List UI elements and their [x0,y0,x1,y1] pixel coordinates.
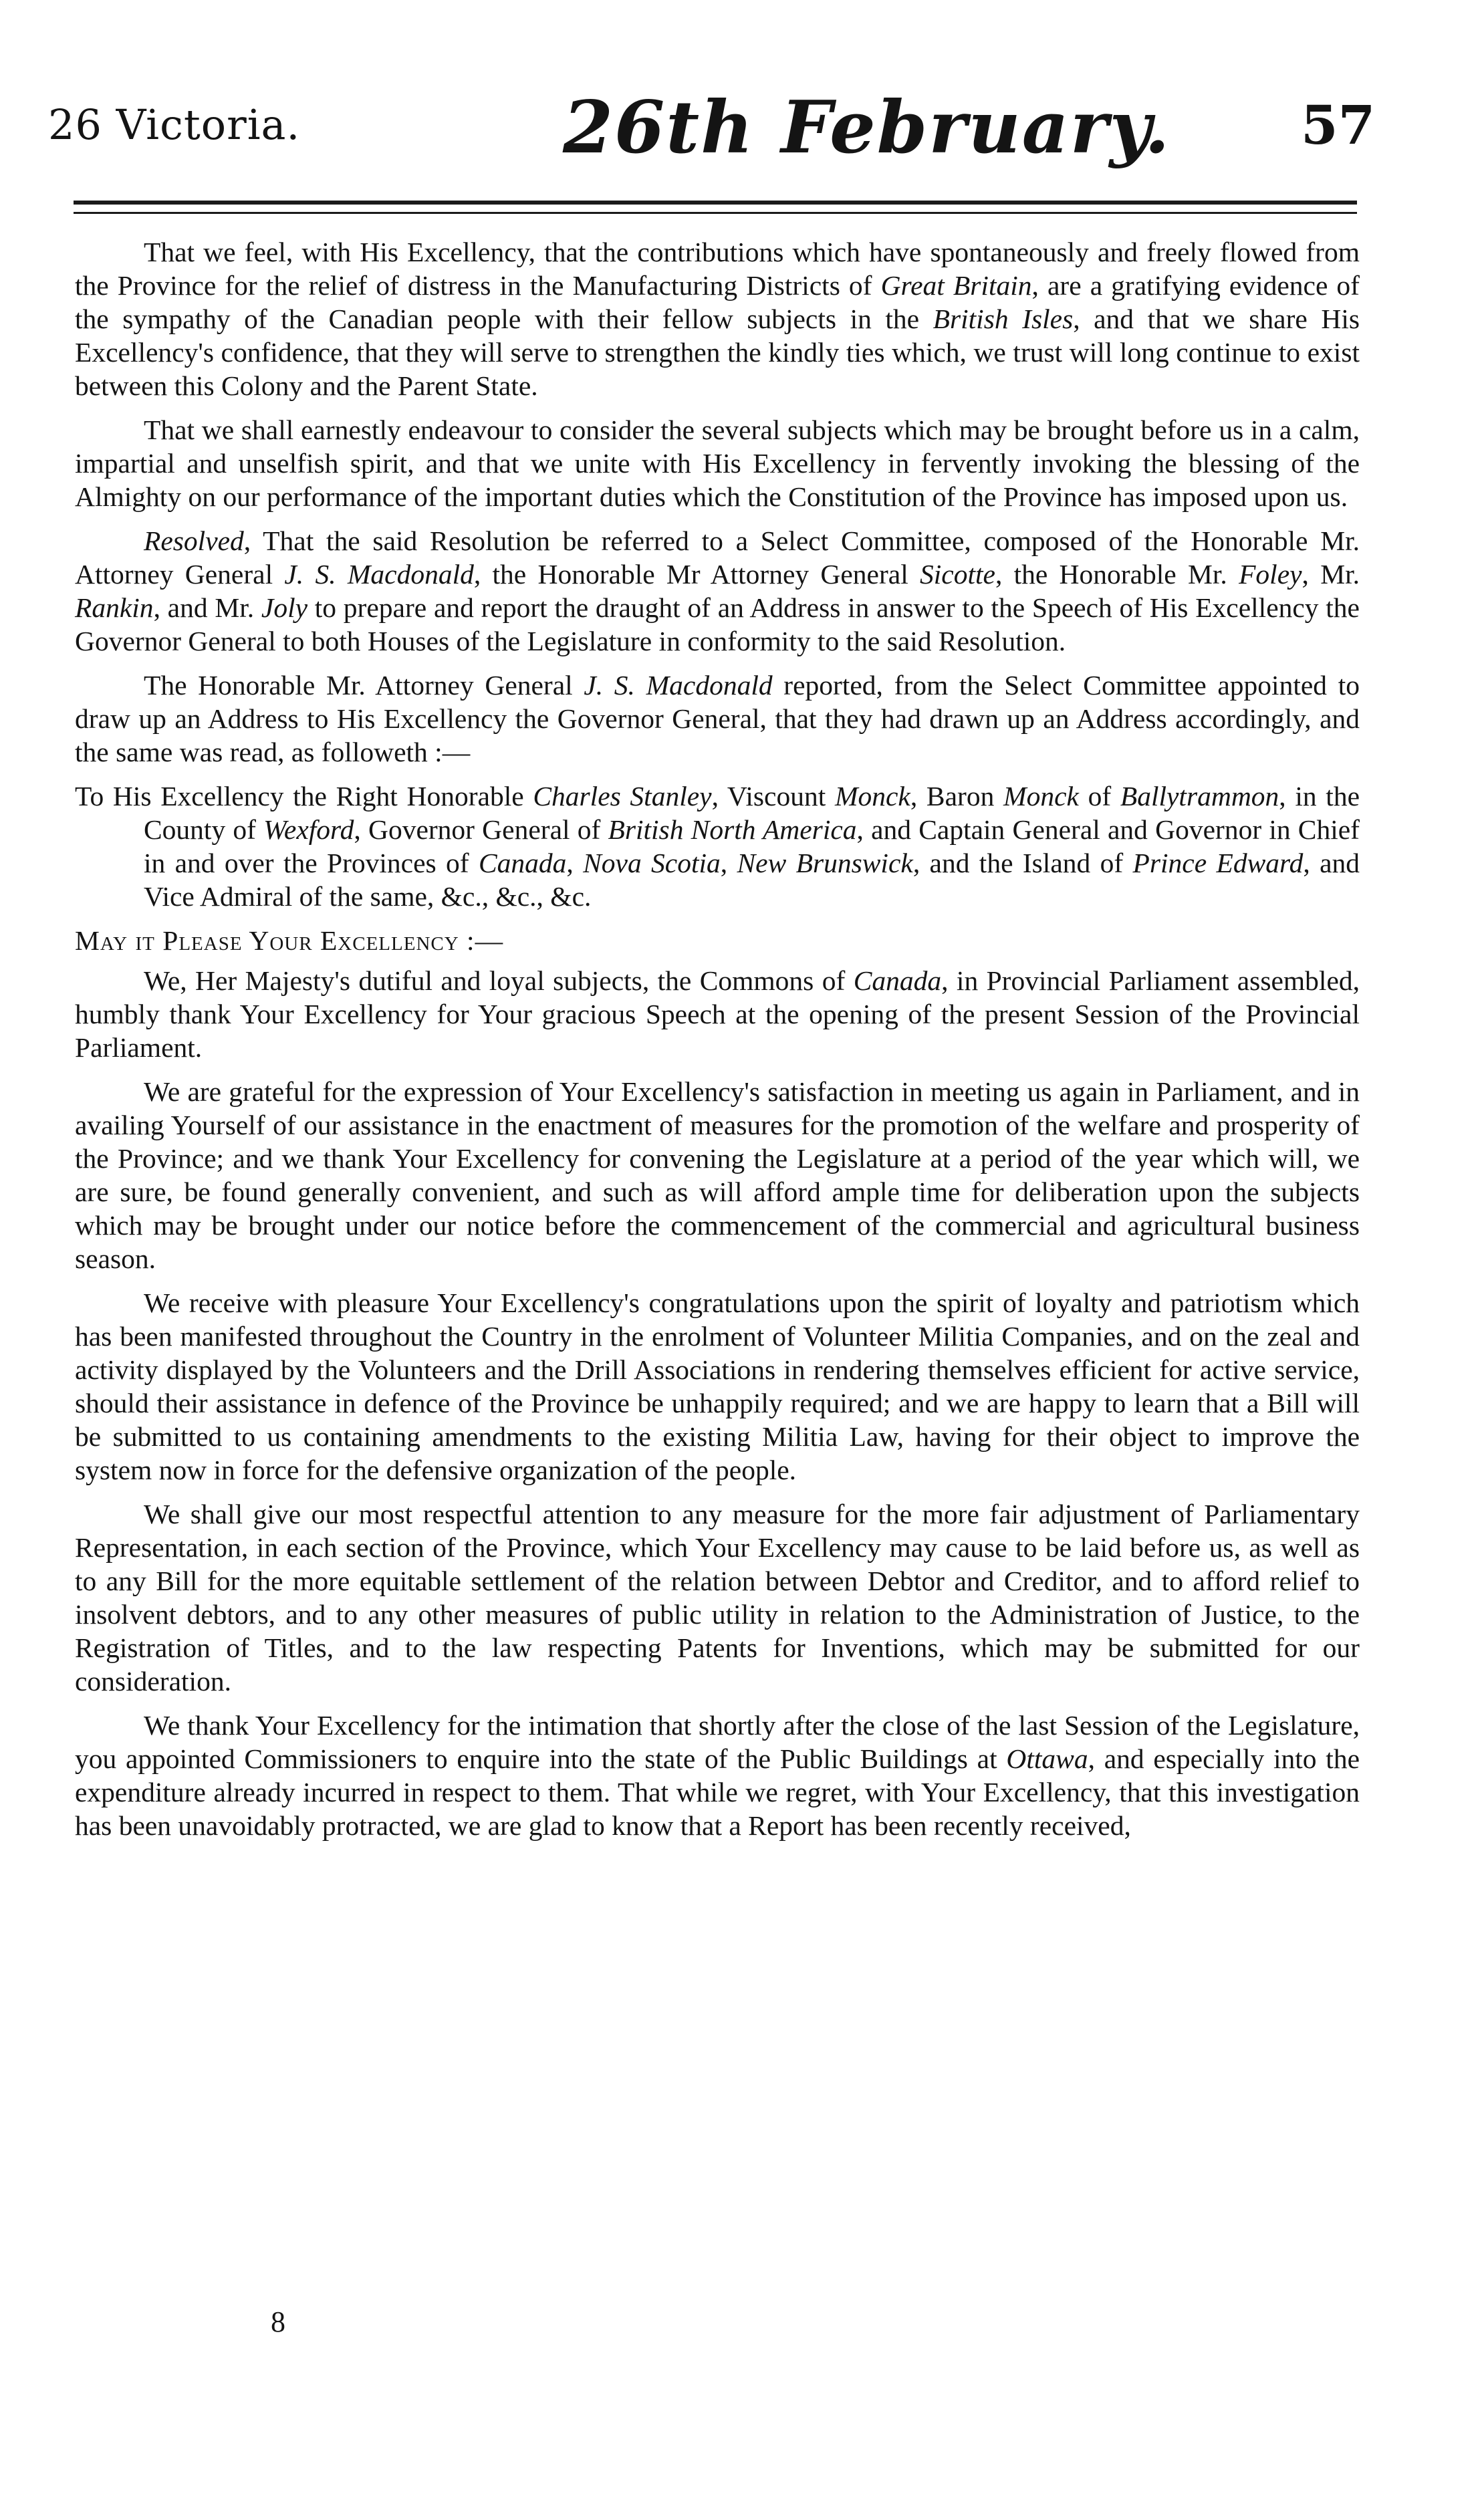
paragraph-commons: We, Her Majesty's dutiful and loyal subjects, the Commons of Canada, in Provincial Parliament assembled, humbly thank Your Excellency for Your gracious Speech at the opening of the present Session of the Provincial Parliament. [75,965,1360,1063]
paragraph-resolved: Resolved, That the said Resolution be referred to a Select Committee, composed of the Honorable Mr. Attorney General J. S. Macdonald, the Honorable Mr Attorney General Sicotte, the Honorable Mr. Foley, Mr. Rankin, and Mr. Joly to prepare and report the draught of an Address in answer to the Speech of His Excellency the Governor General to both Houses of the Legislature in conformity to the said Resolution. [75,525,1360,656]
paragraph-public-buildings: We thank Your Excellency for the intimation that shortly after the close of the last Session of the Legislature, you appointed Commissioners to enquire into the state of the Public Buildings at Ottawa, and especially into the expenditure already incurred in respect to them. That while we regret, with Your Excellency, that this investigation has been unavoidably protracted, we are glad to know that a Report has been recently received, [75,1710,1360,1841]
page-header [0,0,1484,201]
paragraph-militia: We receive with pleasure Your Excellency's congratulations upon the spirit of loyalty and patriotism which has been manifested throughout the Country in the enrolment of Volunteer Militia Companies, and on the zeal and activity displayed by the Volunteers and the Drill Associations in rendering themselves efficient for active service, should their assistance in defence of the Province be unhappily required; and we are happy to learn that a Bill will be submitted to us containing amendments to the existing Militia Law, having for their object to improve the system now in force for the defensive organization of the people. [75,1287,1360,1485]
paragraph-subjects: That we shall earnestly endeavour to consider the several subjects which may be brought before us in a calm, impartial and unselfish spirit, and that we unite with His Excellency in fervently invoking the blessing of the Almighty on our performance of the important duties which the Constitution of the Province has imposed upon us. [75,414,1360,512]
paragraph-reported: The Honorable Mr. Attorney General J. S. Macdonald reported, from the Select Committee appointed to draw up an Address to His Excellency the Governor General, that they had drawn up an Address accordingly, and the same was read, as followeth :— [75,670,1360,767]
running-head-left: 26 Victoria. [48,100,301,149]
page-number: 57 [1301,94,1376,156]
paragraph-address-heading: To His Excellency the Right Honorable Charles Stanley, Viscount Monck, Baron Monck of Ballytrammon, in the County of Wexford, Governor General of British North America, and Captain General and Governor in Chief in and over the Provinces of Canada, Nova Scotia, New Brunswick, and the Island of Prince Edward, and Vice Admiral of the same, &c., &c., &c. [75,781,1360,912]
page-body [75,235,1360,1853]
header-rule [74,201,1357,205]
paragraph-representation: We shall give our most respectful attention to any measure for the more fair adjustment of Parliamentary Representation, in each section of the Province, which Your Excellency may cause to be laid before us, as well as to any Bill for the more equitable settlement of the relation between Debtor and Creditor, and to afford relief to insolvent debtors, and to any other measures of public utility in relation to the Administration of Justice, to the Registration of Titles, and to the law respecting Patents for Inventions, which may be submitted for our consideration. [75,1499,1360,1697]
paragraph-grateful: We are grateful for the expression of Your Excellency's satisfaction in meeting us again in Parliament, and in availing Yourself of our assistance in the enactment of measures for the promotion of the welfare and prosperity of the Province; and we thank Your Excellency for convening the Legislature at a period of the year which will, we are sure, be found generally convenient, and such as will afford ample time for deliberation upon the subjects which may be brought under our notice before the commencement of the commercial and agricultural business season. [75,1076,1360,1274]
salutation: May it Please Your Excellency :— [75,925,504,956]
paragraph-contributions: That we feel, with His Excellency, that the contributions which have spontaneously and freely flowed from the Province for the relief of distress in the Manufacturing Districts of Great Britain, are a gratifying evidence of the sympathy of the Canadian people with their fellow subjects in the British Isles, and that we share His Excellency's confidence, that they will serve to strengthen the kindly ties which, we trust will long continue to exist between this Colony and the Parent State. [75,237,1360,401]
running-head-date: 26th February. [563,86,1171,170]
signature-mark: 8 [271,2305,285,2338]
header-rule-thin [74,212,1357,214]
